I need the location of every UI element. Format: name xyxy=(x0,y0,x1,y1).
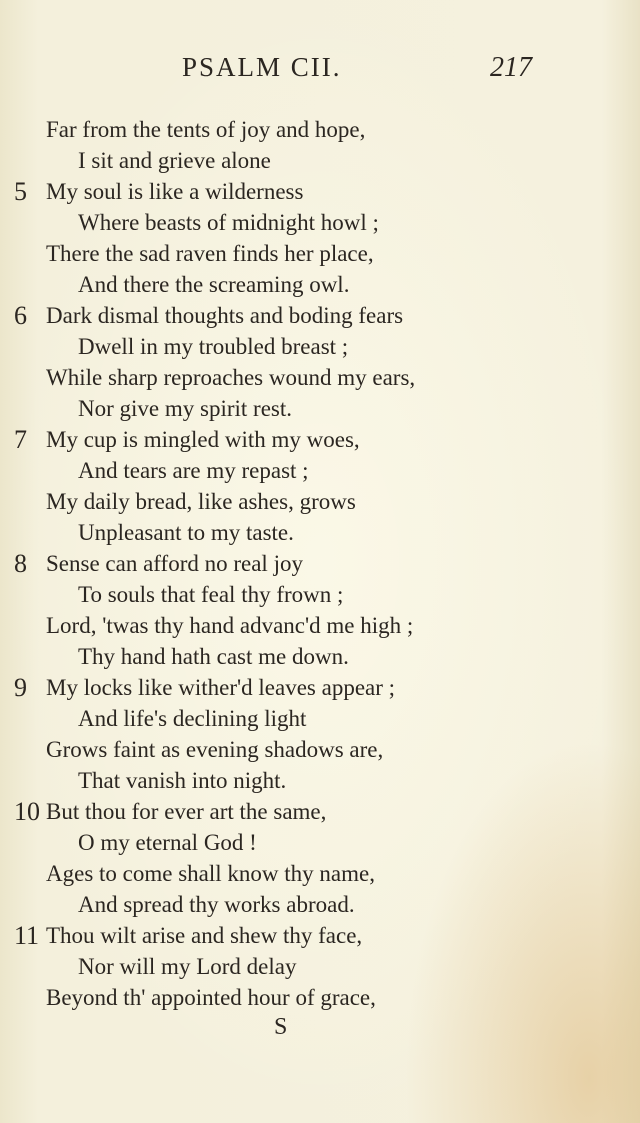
verse-line-text: Beyond th' appointed hour of grace, xyxy=(46,985,376,1010)
verse-line-text: While sharp reproaches wound my ears, xyxy=(46,365,416,390)
verse-line xyxy=(0,703,640,734)
verse-line xyxy=(0,734,640,765)
page-number: 217 xyxy=(490,52,532,83)
verse-line-text: And there the screaming owl. xyxy=(78,272,350,297)
verse-line xyxy=(0,765,640,796)
verse-line xyxy=(0,331,640,362)
verse-line xyxy=(0,362,640,393)
verse-line xyxy=(0,641,640,672)
verse-line-text: My cup is mingled with my woes, xyxy=(46,427,360,452)
verse-line-text: Nor give my spirit rest. xyxy=(78,396,292,421)
verse-line xyxy=(0,982,640,1013)
verse-line xyxy=(0,238,640,269)
verse-number: 10 xyxy=(14,797,40,826)
verse-number: 9 xyxy=(14,673,27,702)
verse-line xyxy=(0,548,640,579)
verse-line-text: Sense can afford no real joy xyxy=(46,551,303,576)
verse-line xyxy=(0,486,640,517)
verse-line-text: Thou wilt arise and shew thy face, xyxy=(46,923,363,948)
verse-line xyxy=(0,889,640,920)
verse-line xyxy=(0,455,640,486)
verse-line xyxy=(0,672,640,703)
verse-line-text: And life's declining light xyxy=(78,706,307,731)
verse-line-text: Lord, 'twas thy hand advanc'd me high ; xyxy=(46,613,414,638)
verse-number: 11 xyxy=(14,921,40,950)
verse-line xyxy=(0,300,640,331)
verse-line xyxy=(0,517,640,548)
verse-number: 5 xyxy=(14,177,27,206)
verse-number: 6 xyxy=(14,301,27,330)
psalm-text xyxy=(0,114,640,1013)
verse-number: 7 xyxy=(14,425,27,454)
verse-line xyxy=(0,579,640,610)
verse-line-text: But thou for ever art the same, xyxy=(46,799,327,824)
verse-line-text: Where beasts of midnight howl ; xyxy=(78,210,379,235)
verse-line xyxy=(0,207,640,238)
verse-line-text: I sit and grieve alone xyxy=(78,148,271,173)
verse-line-text: Unpleasant to my taste. xyxy=(78,520,294,545)
verse-line xyxy=(0,176,640,207)
verse-line-text: Dark dismal thoughts and boding fears xyxy=(46,303,404,328)
verse-line-text: My locks like wither'd leaves appear ; xyxy=(46,675,396,700)
verse-line xyxy=(0,114,640,145)
verse-line-text: Grows faint as evening shadows are, xyxy=(46,737,384,762)
verse-line xyxy=(0,145,640,176)
verse-line-text: Thy hand hath cast me down. xyxy=(78,644,349,669)
verse-line-text: And tears are my repast ; xyxy=(78,458,309,483)
verse-line-text: My soul is like a wilderness xyxy=(46,179,304,204)
verse-line-text: Ages to come shall know thy name, xyxy=(46,861,375,886)
verse-line-text: To souls that feal thy frown ; xyxy=(78,582,344,607)
verse-line xyxy=(0,393,640,424)
verse-number: 8 xyxy=(14,549,27,578)
page-header xyxy=(0,52,640,88)
verse-line-text: My daily bread, like ashes, grows xyxy=(46,489,356,514)
verse-line xyxy=(0,610,640,641)
signature-mark: S xyxy=(274,1014,288,1040)
verse-line-text: O my eternal God ! xyxy=(78,830,257,855)
verse-line xyxy=(0,920,640,951)
running-title: PSALM CII. xyxy=(182,52,342,82)
verse-line-text: That vanish into night. xyxy=(78,768,287,793)
verse-line xyxy=(0,827,640,858)
verse-line xyxy=(0,951,640,982)
verse-line xyxy=(0,269,640,300)
verse-line xyxy=(0,424,640,455)
verse-line-text: Far from the tents of joy and hope, xyxy=(46,117,366,142)
verse-line-text: There the sad raven finds her place, xyxy=(46,241,374,266)
verse-line xyxy=(0,796,640,827)
verse-line-text: Nor will my Lord delay xyxy=(78,954,297,979)
verse-line-text: And spread thy works abroad. xyxy=(78,892,355,917)
verse-line xyxy=(0,858,640,889)
verse-line-text: Dwell in my troubled breast ; xyxy=(78,334,349,359)
